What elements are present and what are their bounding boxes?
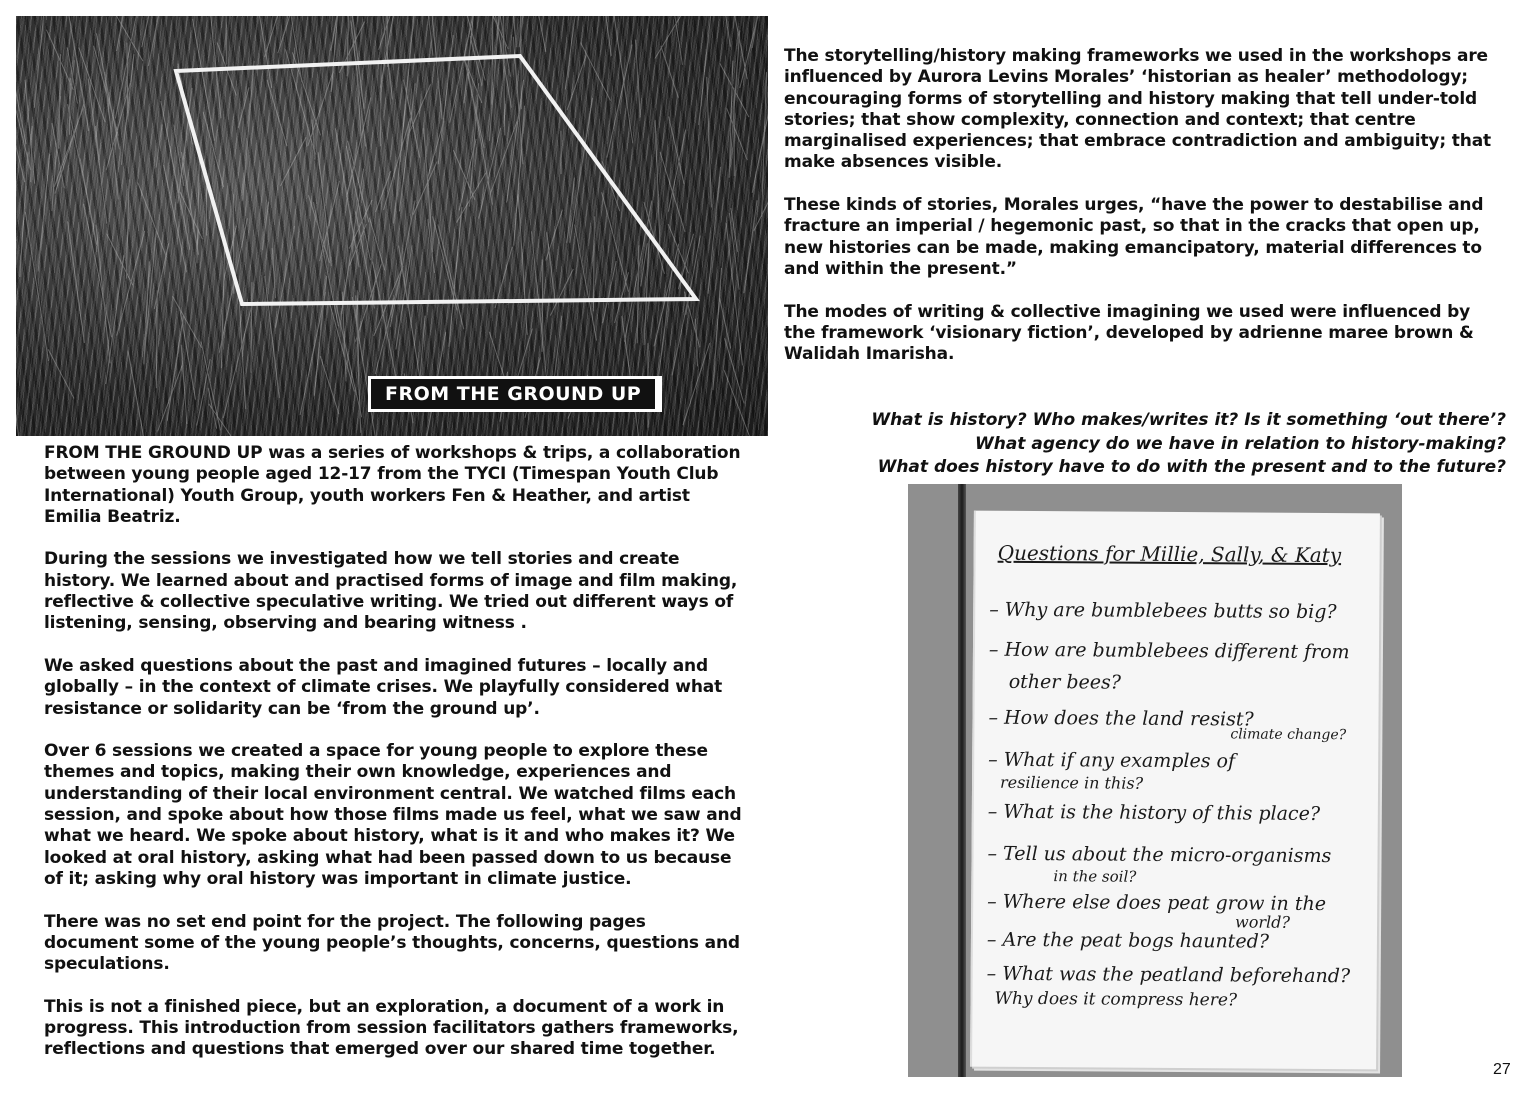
grass-blade	[404, 80, 420, 158]
grass-blade	[713, 268, 721, 390]
grass-blade	[424, 16, 433, 56]
grass-blade	[655, 120, 660, 248]
paragraph: This is not a finished piece, but an exploration, a document of a work in progress. This introduction from session facilitators gathers frameworks, reflections and questions that emerged over our shared time together.	[44, 996, 739, 1060]
handwritten-line: – Where else does peat grow in the	[987, 890, 1327, 916]
grass-blade	[531, 231, 546, 378]
handwritten-line: world?	[1235, 912, 1291, 932]
handwritten-line: Why does it compress here?	[994, 988, 1238, 1011]
grass-blade	[243, 61, 254, 201]
grass-blade	[173, 296, 202, 347]
grass-blade	[686, 235, 700, 314]
grass-blade	[430, 16, 442, 119]
grass-blade	[280, 137, 306, 186]
page-number: 27	[1493, 1061, 1511, 1078]
grass-blade	[347, 16, 350, 76]
grass-blade	[707, 77, 712, 208]
grass-blade	[641, 243, 648, 286]
grass-blade	[276, 226, 295, 327]
grass-blade	[201, 342, 220, 431]
paragraph: There was no set end point for the project. The following pages document some of the young people’s thoughts, concerns, questions and speculations.	[44, 911, 740, 975]
grass-blade	[117, 231, 145, 336]
grass-blade	[721, 16, 747, 79]
handwritten-line: – How does the land resist?	[988, 706, 1254, 731]
grass-blade	[308, 195, 329, 262]
grass-blade	[126, 179, 129, 278]
grass-blade	[719, 16, 730, 47]
grass-blade	[138, 182, 167, 257]
grass-blade	[380, 16, 396, 88]
grass-blade	[156, 124, 162, 167]
grass-blade	[238, 87, 249, 128]
grass-blade	[38, 154, 50, 272]
grass-blade	[492, 16, 512, 108]
grass-blade	[106, 83, 130, 170]
grass-blade	[401, 16, 414, 151]
grass-blade	[197, 359, 210, 425]
grass-blade	[272, 248, 275, 298]
intro-text-left	[44, 443, 742, 1082]
grass-blade	[420, 316, 426, 384]
grass-blade	[518, 194, 527, 335]
grass-blade	[495, 247, 512, 308]
grass-blade	[209, 404, 238, 436]
grass-blade	[68, 104, 94, 227]
grass-blade	[396, 245, 412, 349]
grass-blade	[181, 152, 198, 255]
handwritten-line: in the soil?	[1053, 867, 1137, 886]
grass-blade	[221, 239, 225, 368]
grass-blade	[48, 349, 74, 398]
grass-blade	[20, 152, 28, 277]
grass-blade	[68, 221, 85, 343]
handwritten-line: – Why are bumblebees butts so big?	[989, 598, 1337, 624]
intro-text-right	[784, 46, 1506, 387]
handwritten-line: – What was the peatland beforehand?	[986, 962, 1351, 988]
grass-blade	[503, 16, 505, 135]
grass-blade	[635, 39, 640, 117]
grass-blade	[154, 243, 168, 309]
grass-blade	[384, 118, 411, 210]
grass-blade	[699, 16, 715, 125]
sheet-title: Questions for Millie, Sally, & Katy	[997, 540, 1342, 568]
grass-blade	[223, 308, 251, 418]
grass-blade	[581, 43, 611, 101]
grass-blade	[181, 345, 187, 424]
grass-blade	[25, 212, 48, 361]
grass-blade	[70, 78, 71, 135]
handwritten-line: – What is the history of this place?	[987, 800, 1321, 826]
grass-blade	[660, 152, 685, 232]
grass-blade	[683, 343, 710, 425]
paragraph: The modes of writing & collective imagining we used were influenced by the framework ‘visionary fiction’, developed by adrienne maree brown & Walidah Imarisha.	[784, 301, 1474, 365]
grass-blade	[603, 261, 617, 323]
grass-blade	[725, 338, 744, 403]
handwritten-line: resilience in this?	[999, 772, 1144, 793]
grass-blade	[607, 45, 632, 158]
white-frame-square	[176, 56, 696, 304]
grass-blade	[330, 303, 355, 392]
grass-blade	[197, 149, 200, 263]
grass-blade	[424, 128, 433, 252]
grass-blade	[300, 292, 325, 415]
paper-sheet	[970, 511, 1380, 1070]
grass-blade	[593, 216, 594, 311]
grass-blade	[542, 260, 543, 352]
handwritten-sheet-photo	[908, 484, 1402, 1077]
grass-blade	[427, 121, 443, 178]
handwritten-line: other bees?	[1008, 670, 1122, 694]
grass-blade	[637, 245, 639, 343]
grass-blade	[252, 16, 271, 88]
grass-blade	[369, 218, 384, 271]
grass-blade	[348, 141, 369, 223]
grass-blade	[567, 55, 586, 110]
handwritten-line: – Tell us about the micro-organisms	[987, 842, 1332, 868]
grass-blade	[83, 204, 111, 338]
photo-caption: FROM THE GROUND UP	[368, 376, 658, 412]
grass-blade	[508, 16, 516, 47]
paragraph: Over 6 sessions we created a space for young people to explore these themes and topics, making their own knowledge, experiences and understanding of their local environment central. We watched films each session, and spoke about how those films made us feel, what we saw and what we heard. We spoke about history, what is it and who makes it? We looked at oral history, asking what had been passed down to us because of it; asking why oral history was important in climate justice.	[44, 741, 742, 889]
grass-blade	[612, 16, 633, 143]
grass-blade	[267, 80, 287, 147]
grass-blade	[263, 202, 269, 251]
grass-blade	[661, 46, 679, 98]
grass-blade	[464, 59, 484, 148]
grass-blade	[479, 128, 501, 219]
grass-blade	[208, 16, 221, 118]
grass-blade	[142, 16, 172, 47]
grass-blade	[351, 21, 366, 147]
grass-blade	[668, 129, 685, 211]
grass-blade	[34, 16, 46, 108]
grass-blade	[602, 192, 629, 291]
paragraph: We asked questions about the past and imagined futures – locally and globally – in the context of climate crises. We playfully considered what resistance or solidarity can be ‘from the ground up’.	[44, 655, 723, 719]
grass-blade	[95, 126, 100, 177]
grass-blade	[708, 167, 720, 294]
grass-blade	[381, 62, 382, 146]
grass-blade	[96, 33, 119, 149]
handwritten-line: – How are bumblebees different from	[988, 638, 1350, 664]
grass-blade	[145, 231, 157, 354]
paragraph: During the sessions we investigated how we tell stories and create history. We learned about and practised forms of image and film making, reflective & collective speculative writing. We tried out different ways of listening, sensing, observing and bearing witness .	[44, 549, 738, 634]
question: What is history? Who makes/writes it? Is it something ‘out there’?	[871, 410, 1506, 430]
grass-blade	[547, 232, 555, 301]
grass-photo	[16, 16, 768, 436]
grass-blade	[567, 178, 575, 243]
grass-blade	[31, 126, 32, 182]
grass-blade	[331, 16, 350, 51]
grass-blade	[644, 202, 665, 274]
history-questions	[860, 409, 1506, 480]
grass-blade	[565, 16, 582, 89]
grass-blade	[192, 19, 214, 141]
grass-blade	[94, 46, 119, 136]
grass-blade	[740, 16, 764, 88]
grass-blade	[149, 16, 177, 66]
grass-blade	[695, 319, 697, 367]
grass-blade	[413, 161, 437, 214]
grass-blade	[239, 303, 245, 409]
grass-blade	[729, 61, 733, 178]
handwritten-line: climate change?	[1230, 726, 1347, 744]
grass-blade	[16, 65, 25, 182]
grass-blade	[665, 16, 683, 65]
grass-blade	[320, 356, 339, 414]
grass-blade	[251, 282, 252, 373]
grass-blade	[158, 366, 182, 432]
grass-blade	[16, 329, 19, 436]
grass-texture	[16, 16, 768, 436]
grass-blade	[265, 276, 279, 398]
grass-blade	[438, 224, 464, 329]
grass-blade	[489, 16, 499, 141]
grass-blade	[726, 223, 742, 365]
grass-blade	[265, 16, 279, 57]
grass-blade	[535, 16, 545, 52]
grass-blade	[744, 200, 757, 293]
grass-blade	[570, 98, 593, 243]
paragraph: The storytelling/history making frameworks we used in the workshops are influenced by Aurora Levins Morales’ ‘historian as healer’ methodology; encouraging forms of storytelling and history making that tell under-told stories; that show complexity, connection and context; that centre marginalised experiences; that embrace contradiction and ambiguity; that make absences visible.	[784, 46, 1492, 173]
question: What does history have to do with the present and to the future?	[877, 457, 1506, 478]
grass-blade	[615, 272, 629, 323]
grass-blade	[318, 152, 331, 266]
question: What agency do we have in relation to history-making?	[974, 433, 1506, 454]
handwritten-line: – Are the peat bogs haunted?	[986, 928, 1270, 953]
grass-blade	[655, 16, 681, 58]
grass-blade	[672, 293, 689, 375]
grass-blade	[127, 43, 128, 113]
grass-blade	[107, 234, 133, 286]
grass-blade	[546, 210, 563, 261]
handwritten-line: – What if any examples of	[988, 748, 1236, 773]
wall-rail	[958, 484, 966, 1077]
grass-blade	[377, 16, 393, 99]
grass-blade	[156, 290, 157, 388]
paragraph: These kinds of stories, Morales urges, “have the power to destabilise and fracture an imperial / hegemonic past, so that in the cracks that open up, new histories can be made, making emancipatory, material differences to and within the present.”	[784, 195, 1484, 279]
grass-blade	[599, 16, 611, 56]
paragraph: FROM THE GROUND UP was a series of workshops & trips, a collaboration between young people aged 12-17 from the TYCI (Timespan Youth Club International) Youth Group, youth workers Fen & Heather, and artist Emilia Beatriz.	[44, 443, 741, 527]
grass-blade	[128, 351, 144, 436]
